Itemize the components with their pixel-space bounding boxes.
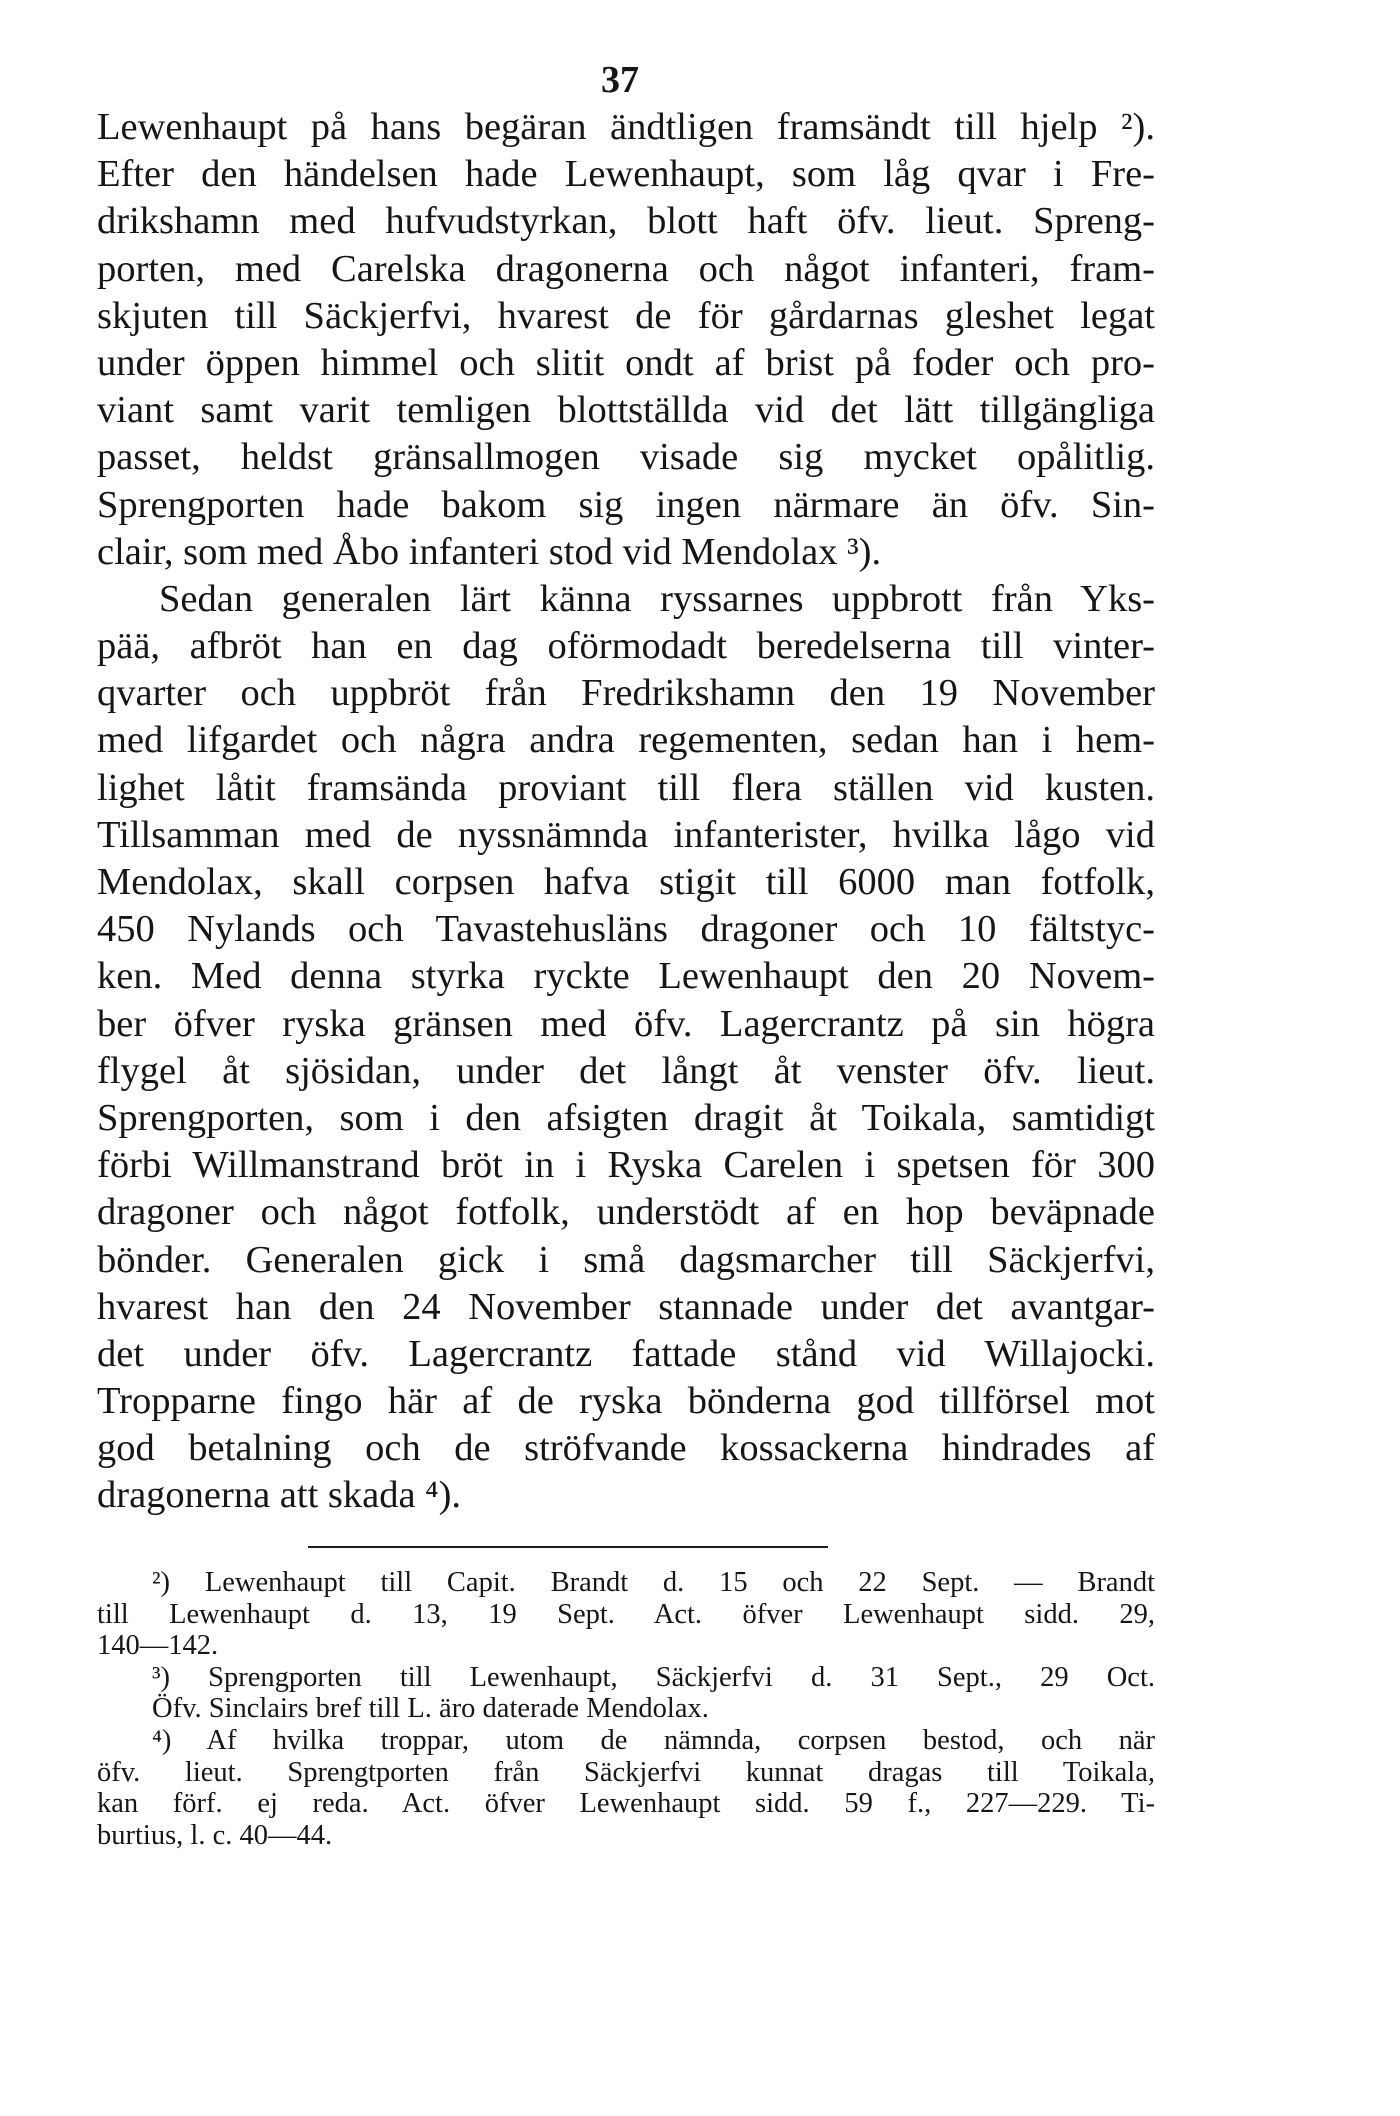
text-line: pää, afbröt han en dag oförmodadt beredelserna till vinter- [97, 625, 1155, 668]
text-line: porten, med Carelska dragonerna och något infanteri, fram- [97, 247, 1155, 290]
paragraph-start-line: Sedan generalen lärt känna ryssarnes uppbrott från Yks- [159, 577, 1155, 620]
footnote-line: kan förf. ej reda. Act. öfver Lewenhaupt sidd. 59 f., 227—229. Ti- [97, 1788, 1155, 1820]
text-line: Sprengporten, som i den afsigten dragit åt Toikala, samtidigt [97, 1096, 1155, 1139]
text-line: 450 Nylands och Tavastehusläns dragoner och 10 fältstyc- [97, 908, 1155, 951]
footnote-line: till Lewenhaupt d. 13, 19 Sept. Act. öfver Lewenhaupt sidd. 29, [97, 1598, 1155, 1630]
text-line: lighet låtit framsända proviant till flera ställen vid kusten. [97, 766, 1155, 809]
footnote-line: ⁴) Af hvilka troppar, utom de nämnda, corpsen bestod, och när [152, 1724, 1155, 1756]
text-line: bönder. Generalen gick i små dagsmarcher till Säckjerfvi, [97, 1238, 1155, 1281]
text-line: Lewenhaupt på hans begäran ändtligen framsändt till hjelp ²). [97, 106, 1155, 148]
text-line: dragonerna att skada ⁴). [97, 1474, 462, 1517]
text-line: god betalning och de ströfvande kossackerna hindrades af [97, 1427, 1155, 1470]
text-line: passet, heldst gränsallmogen visade sig mycket opålitlig. [97, 436, 1155, 479]
text-line: clair, som med Åbo infanteri stod vid Mendolax ³). [97, 530, 882, 573]
footnotes [97, 1567, 1155, 1851]
text-line: förbi Willmanstrand bröt in i Ryska Carelen i spetsen för 300 [97, 1144, 1155, 1187]
text-line: drikshamn med hufvudstyrkan, blott haft öfv. lieut. Spreng- [97, 200, 1155, 243]
footnote-line: Öfv. Sinclairs bref till L. äro daterade Mendolax. [152, 1693, 709, 1725]
footnote-line: ³) Sprengporten till Lewenhaupt, Säckjerfvi d. 31 Sept., 29 Oct. [152, 1661, 1155, 1693]
text-line: Sprengporten hade bakom sig ingen närmare än öfv. Sin- [97, 483, 1155, 526]
text-line: Tropparne fingo här af de ryska bönderna god tillförsel mot [97, 1380, 1155, 1423]
text-line: dragoner och något fotfolk, understödt af en hop beväpnade [97, 1191, 1155, 1234]
text-line: det under öfv. Lagercrantz fattade stånd vid Willajocki. [97, 1332, 1155, 1375]
text-line: hvarest han den 24 November stannade under det avantgar- [97, 1285, 1155, 1328]
text-line: ken. Med denna styrka ryckte Lewenhaupt den 20 Novem- [97, 955, 1155, 998]
text-line: Tillsamman med de nyssnämnda infanterister, hvilka lågo vid [97, 813, 1155, 856]
text-line: flygel åt sjösidan, under det långt åt venster öfv. lieut. [97, 1049, 1155, 1092]
footnote-line: 140—142. [97, 1630, 219, 1662]
text-line: med lifgardet och några andra regementen, sedan han i hem- [97, 719, 1155, 762]
footnote-divider [308, 1546, 828, 1548]
footnote-line: ²) Lewenhaupt till Capit. Brandt d. 15 och 22 Sept. — Brandt [152, 1567, 1155, 1598]
text-line: ber öfver ryska gränsen med öfv. Lagercrantz på sin högra [97, 1002, 1155, 1045]
text-line: Mendolax, skall corpsen hafva stigit till 6000 man fotfolk, [97, 861, 1155, 903]
page-number: 37 [601, 59, 639, 101]
text-line: qvarter och uppbröt från Fredrikshamn den 19 November [97, 672, 1155, 715]
footnote-line: öfv. lieut. Sprengtporten från Säckjerfvi kunnat dragas till Toikala, [97, 1756, 1155, 1788]
text-line: under öppen himmel och slitit ondt af brist på foder och pro- [97, 341, 1155, 384]
body-text [97, 104, 1155, 1520]
footnote-line: burtius, l. c. 40—44. [97, 1819, 333, 1851]
text-line: skjuten till Säckjerfvi, hvarest de för gårdarnas gleshet legat [97, 294, 1155, 337]
text-line: viant samt varit temligen blottställda vid det lätt tillgängliga [97, 389, 1155, 432]
text-line: Efter den händelsen hade Lewenhaupt, som låg qvar i Fre- [97, 153, 1155, 196]
